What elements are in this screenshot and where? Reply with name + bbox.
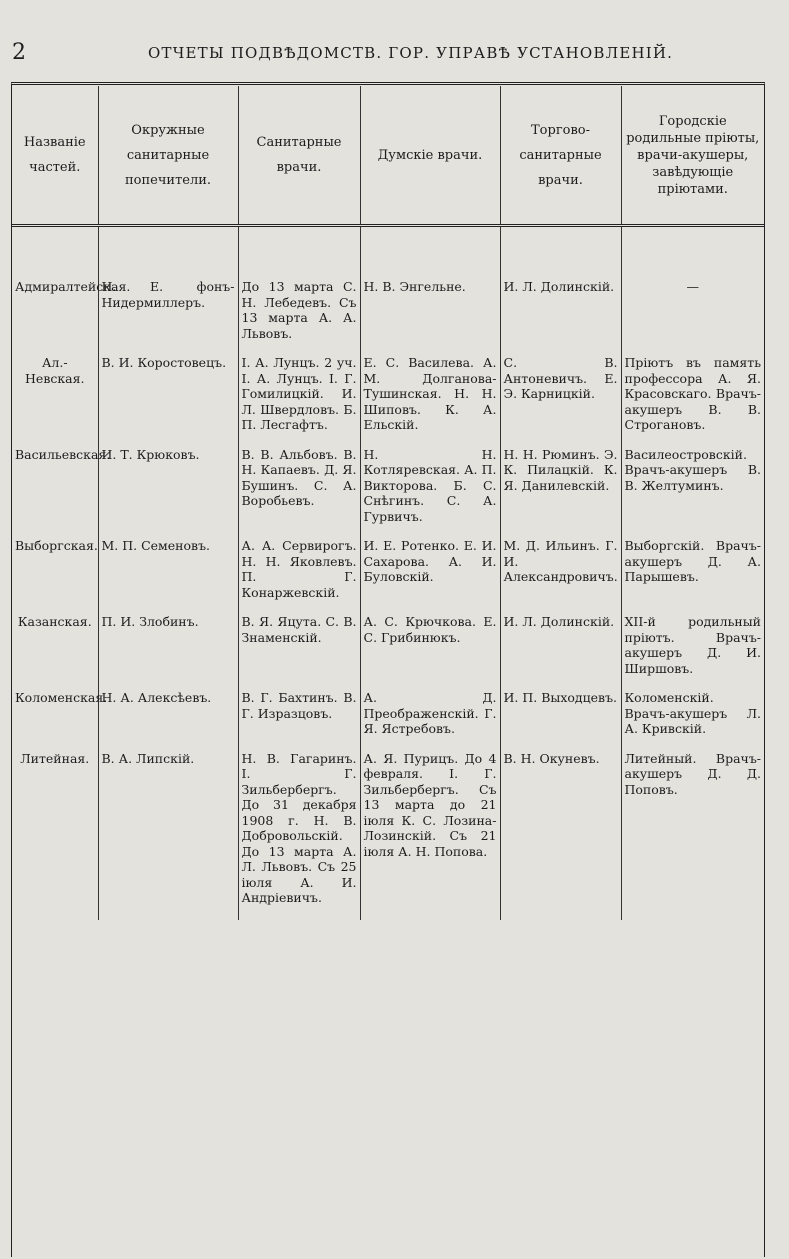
part-name: Васильевская. <box>12 447 98 539</box>
trustee-cell: Н. Е. фонъ-Нидермиллеръ. <box>98 279 238 355</box>
shelter-cell: Литейный. Врачъ-акушеръ Д. Д. Поповъ. <box>624 750 761 797</box>
duma-cell: А. Д. Преображенскій. Г. Я. Ястребовъ. <box>360 690 500 751</box>
table-row <box>12 614 764 690</box>
table-row <box>12 751 764 920</box>
header-parts: Названіе частей. <box>12 86 98 226</box>
page-number: 2 <box>12 40 26 65</box>
trustee-cell: Н. А. Алексѣевъ. <box>98 690 238 751</box>
table-row <box>12 538 764 614</box>
trade-cell: В. Н. Окуневъ. <box>500 751 621 920</box>
header-trustees: Окружные санитарные попечители. <box>98 86 238 226</box>
running-head: ОТЧЕТЫ ПОДВѢДОМСТВ. ГОР. УПРАВѢ УСТАНОВЛЕНІЙ. <box>148 44 674 62</box>
table-row <box>12 279 764 355</box>
duma-cell: И. Е. Ротенко. Е. И. Сахарова. А. И. Буловскій. <box>360 538 500 614</box>
header-row <box>12 86 764 226</box>
part-name: Адмиралтейская. <box>12 279 98 355</box>
trade-cell: И. П. Выходцевъ. <box>500 690 621 751</box>
sanitary-cell: А. А. Сервирогъ. Н. Н. Яковлевъ. П. Г. Конаржевскій. <box>238 538 360 614</box>
table-row <box>12 447 764 539</box>
header-sanitary-doctors: Санитарные врачи. <box>238 86 360 226</box>
duma-cell: Е. С. Василева. А. М. Долганова-Тушинская. Н. Н. Шиповъ. К. А. Ельскій. <box>360 355 500 447</box>
shelter-cell: Коломенскій. Врачъ-акушеръ Л. А. Кривскій. <box>624 690 761 736</box>
part-name: Казанская. <box>12 614 98 690</box>
trustee-cell: П. И. Злобинъ. <box>98 614 238 690</box>
trade-cell: И. Л. Долинскій. <box>500 279 621 355</box>
shelter-cell: Пріютъ въ память профессора А. Я. Красовскаго. Врачъ-акушеръ В. В. Строгановъ. <box>624 355 761 432</box>
header-maternity-shelters: Городскіе родильные пріюты, врачи-акушеры, завѣдующіе пріютами. <box>621 86 764 226</box>
trustee-cell: М. П. Семеновъ. <box>98 538 238 614</box>
trustee-cell: В. И. Коростовецъ. <box>98 355 238 447</box>
table-row <box>12 690 764 751</box>
shelter-cell: — <box>686 279 699 294</box>
sanitary-cell: I. А. Лунцъ. 2 уч. I. А. Лунцъ. I. Г. Гомилицкій. И. Л. Швердловъ. Б. П. Лесгафтъ. <box>238 355 360 447</box>
part-name: Коломенская. <box>12 690 98 751</box>
header-trade-sanitary-doctors: Торгово-санитарные врачи. <box>500 86 621 226</box>
trustee-cell: В. А. Липскій. <box>98 751 238 920</box>
trade-cell: И. Л. Долинскій. <box>500 614 621 690</box>
table-row <box>12 355 764 447</box>
duma-cell: А. Я. Пурицъ. До 4 февраля. I. Г. Зильбербергъ. Съ 13 марта до 21 іюля К. С. Лозина-Лозинскій. Съ 21 іюля А. Н. Попова. <box>360 751 500 920</box>
trade-cell: Н. Н. Рюминъ. Э. К. Пилацкій. К. Я. Данилевскій. <box>500 447 621 539</box>
sanitary-cell: В. В. Альбовъ. В. Н. Капаевъ. Д. Я. Бушинъ. С. А. Воробьевъ. <box>238 447 360 539</box>
shelter-cell: XII-й родильный пріютъ. Врачъ-акушеръ Д. И. Ширшовъ. <box>624 614 761 676</box>
duma-cell: Н. В. Энгельне. <box>360 279 500 355</box>
trustee-cell: И. Т. Крюковъ. <box>98 447 238 539</box>
duma-cell: А. С. Крючкова. Е. С. Грибинюкъ. <box>360 614 500 690</box>
sanitary-cell: В. Я. Яцута. С. В. Знаменскій. <box>238 614 360 690</box>
sanitary-cell: Н. В. Гагаринъ. I. Г. Зильбербергъ. До 31 декабря 1908 г. Н. В. Добровольскій. До 13 марта А. Л. Львовъ. Съ 25 іюля А. И. Андріевичъ. <box>238 751 360 920</box>
trade-cell: С. В. Антоневичъ. Е. Э. Карницкій. <box>500 355 621 447</box>
spacer-row <box>12 226 764 280</box>
header-duma-doctors: Думскіе врачи. <box>360 86 500 226</box>
part-name: Ал.-Невская. <box>12 355 98 447</box>
sanitary-cell: До 13 марта С. Н. Лебедевъ. Съ 13 марта А. А. Львовъ. <box>238 279 360 355</box>
duma-cell: Н. Н. Котляревская. А. П. Викторова. Б. С. Снѣгинъ. С. А. Гурвичъ. <box>360 447 500 539</box>
shelter-cell: Василеостровскій. Врачъ-акушеръ В. В. Желтуминъ. <box>624 446 761 493</box>
shelter-cell: Выборгскій. Врачъ-акушеръ Д. А. Парышевъ. <box>624 538 761 584</box>
staff-table <box>12 86 764 920</box>
part-name: Выборгская. <box>12 538 98 614</box>
sanitary-cell: В. Г. Бахтинъ. В. Г. Изразцовъ. <box>238 690 360 751</box>
part-name: Литейная. <box>12 751 98 920</box>
trade-cell: М. Д. Ильинъ. Г. И. Александровичъ. <box>500 538 621 614</box>
